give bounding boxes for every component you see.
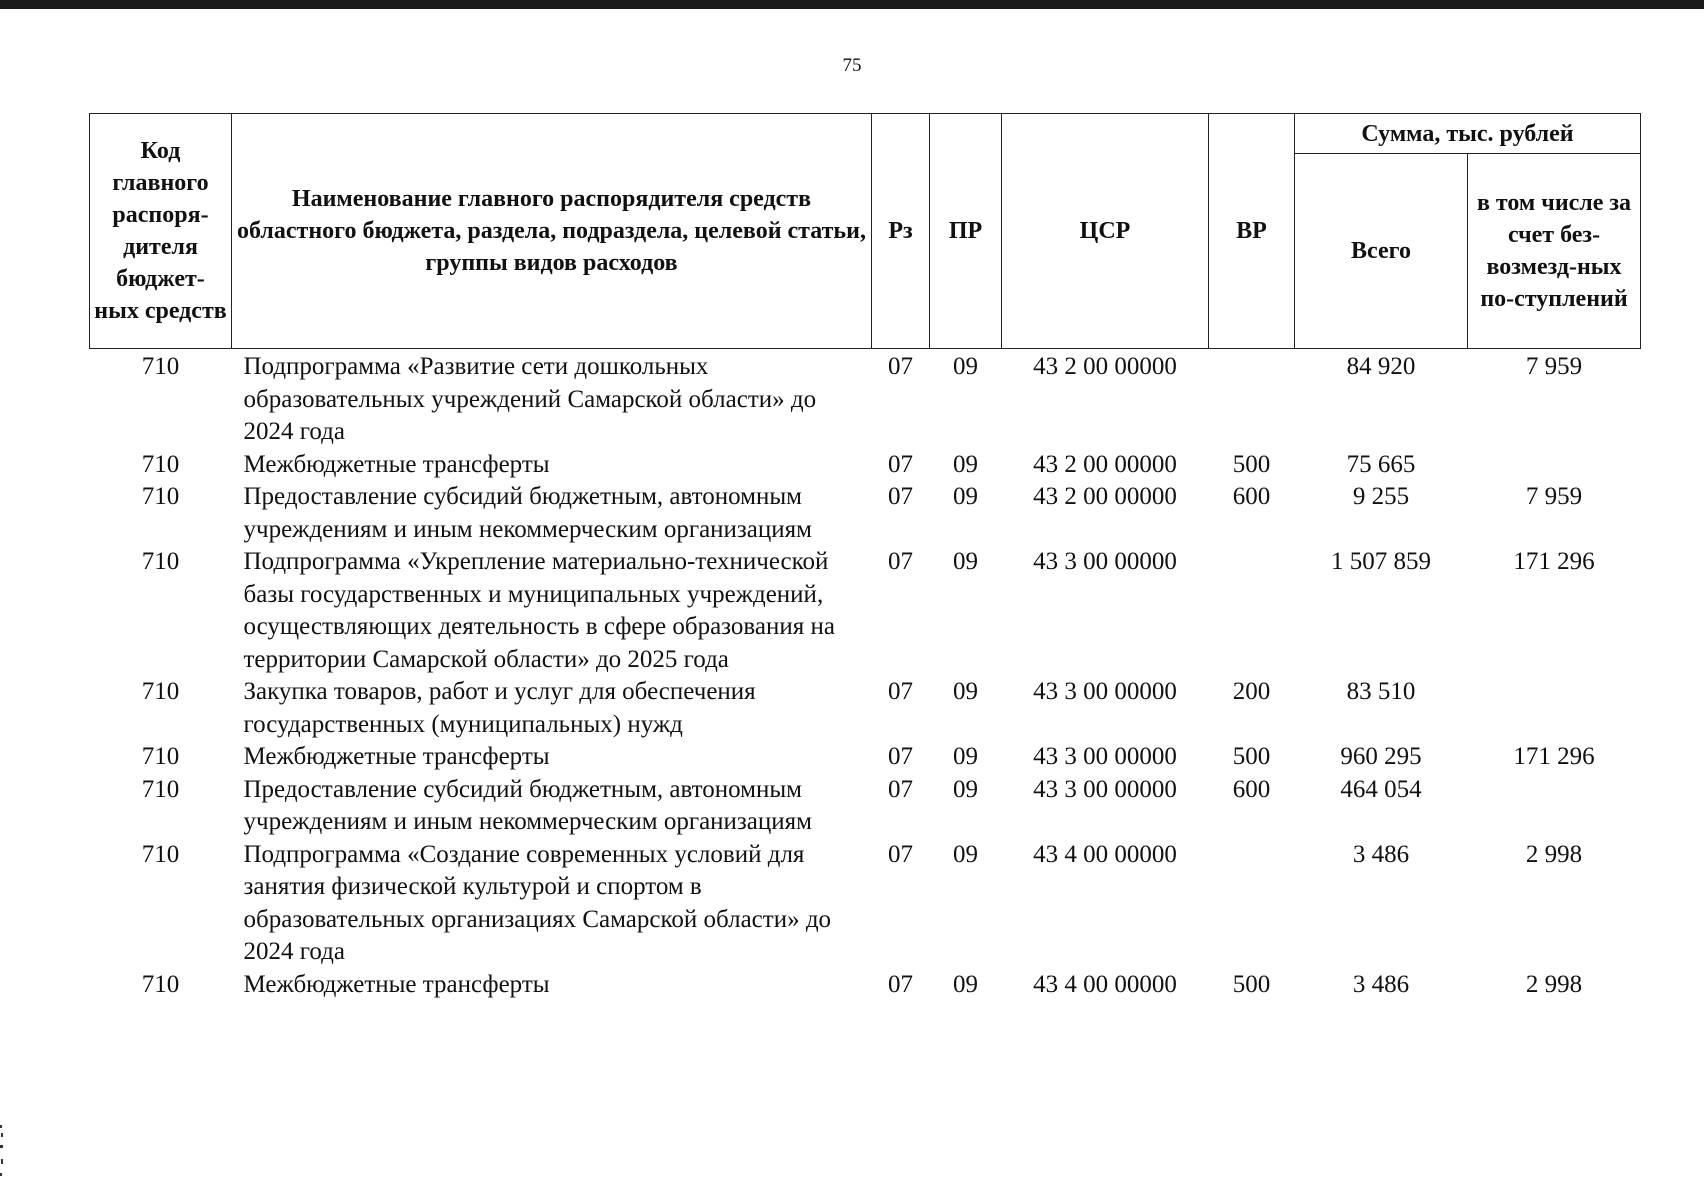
top-rule	[0, 0, 1704, 9]
cell-vr	[1209, 349, 1295, 449]
cell-rz: 07	[888, 548, 913, 575]
cell-pr: 09	[953, 775, 978, 803]
header-code: Код главного распоря-дителя бюджет-ных средств	[90, 114, 232, 349]
cell-rz: 07	[888, 450, 913, 478]
cell-grants: 171 296	[1513, 743, 1595, 770]
cell-csr: 43 2 00 00000	[1033, 353, 1177, 380]
cell-grants: 171 296	[1513, 548, 1595, 575]
cell-pr: 09	[953, 840, 978, 868]
cell-total: 75 665	[1346, 450, 1416, 478]
table-row	[90, 741, 1641, 774]
cell-pr: 09	[953, 678, 978, 705]
cell-total: 84 920	[1346, 353, 1416, 380]
cell-rz: 07	[888, 353, 913, 380]
cell-grants: 7 959	[1525, 353, 1583, 380]
cell-csr: 43 3 00 00000	[1033, 548, 1177, 575]
cell-code: 710	[141, 353, 180, 380]
cell-pr: 09	[953, 450, 978, 478]
header-name: Наименование главного распорядителя средств областного бюджета, раздела, подраздела, целевой статьи, группы видов расходов	[232, 114, 872, 349]
cell-vr: 600	[1232, 775, 1271, 803]
cell-csr: 43 4 00 00000	[1033, 840, 1177, 868]
cell-rz: 07	[888, 775, 913, 803]
table-row	[90, 481, 1641, 546]
header-total: Всего	[1295, 154, 1468, 349]
header-vr: ВР	[1209, 114, 1295, 349]
cell-name: Предоставление субсидий бюджетным, автономным учреждениям и иным некоммерческим организациям	[243, 483, 812, 543]
cell-grants	[1468, 449, 1641, 482]
header-rz: Рз	[872, 114, 930, 349]
cell-total: 83 510	[1346, 678, 1416, 705]
cell-vr: 200	[1232, 678, 1271, 705]
cell-grants	[1468, 774, 1641, 839]
cell-csr: 43 3 00 00000	[1033, 678, 1177, 705]
budget-table	[89, 113, 1641, 1001]
cell-grants	[1468, 676, 1641, 741]
cell-vr: 500	[1232, 970, 1271, 998]
cell-name: Межбюджетные трансферты	[243, 970, 550, 998]
cell-code: 710	[141, 840, 180, 868]
table-header	[90, 114, 1641, 349]
cell-total: 9 255	[1352, 483, 1410, 510]
header-csr: ЦСР	[1002, 114, 1209, 349]
table-row	[90, 969, 1641, 1002]
cell-vr: 500	[1232, 743, 1271, 770]
cell-pr: 09	[953, 970, 978, 998]
table-row	[90, 676, 1641, 741]
cell-rz: 07	[888, 840, 913, 868]
cell-total: 960 295	[1340, 743, 1422, 770]
cell-total: 464 054	[1340, 775, 1422, 803]
cell-rz: 07	[888, 678, 913, 705]
table-row	[90, 546, 1641, 676]
cell-total: 3 486	[1352, 970, 1410, 998]
scan-edge-marks	[0, 1125, 6, 1185]
cell-code: 710	[141, 548, 180, 575]
cell-name: Подпрограмма «Укрепление материально-технической базы государственных и муниципальных учреждений, осуществляющих деятельность в сфере образования на территории Самарской области» до 2025 года	[243, 548, 835, 673]
cell-rz: 07	[888, 483, 913, 510]
cell-grants: 2 998	[1525, 970, 1583, 998]
table-body	[90, 349, 1641, 1002]
cell-grants: 7 959	[1525, 483, 1583, 510]
header-pr: ПР	[930, 114, 1002, 349]
cell-vr: 500	[1232, 450, 1271, 478]
table-row	[90, 774, 1641, 839]
cell-vr	[1209, 546, 1295, 676]
header-sum-group: Сумма, тыс. рублей	[1295, 114, 1641, 154]
cell-grants: 2 998	[1525, 840, 1583, 868]
cell-pr: 09	[953, 353, 978, 380]
header-grants: в том числе за счет без-возмезд-ных по-ступлений	[1468, 154, 1641, 349]
cell-code: 710	[141, 678, 180, 705]
cell-vr	[1209, 839, 1295, 969]
cell-name: Межбюджетные трансферты	[243, 450, 550, 478]
cell-total: 3 486	[1352, 840, 1410, 868]
cell-rz: 07	[888, 970, 913, 998]
cell-name: Закупка товаров, работ и услуг для обеспечения государственных (муниципальных) нужд	[243, 678, 756, 738]
cell-rz: 07	[888, 743, 913, 770]
table-row	[90, 449, 1641, 482]
cell-pr: 09	[953, 483, 978, 510]
page-number: 75	[842, 55, 862, 76]
cell-code: 710	[141, 970, 180, 998]
cell-csr: 43 3 00 00000	[1033, 743, 1177, 770]
cell-name: Межбюджетные трансферты	[243, 743, 550, 770]
cell-csr: 43 3 00 00000	[1033, 775, 1177, 803]
table-row	[90, 839, 1641, 969]
cell-code: 710	[141, 450, 180, 478]
cell-pr: 09	[953, 548, 978, 575]
cell-code: 710	[141, 743, 180, 770]
cell-total: 1 507 859	[1331, 548, 1431, 575]
cell-csr: 43 2 00 00000	[1033, 483, 1177, 510]
cell-csr: 43 4 00 00000	[1033, 970, 1177, 998]
cell-code: 710	[141, 775, 180, 803]
cell-vr: 600	[1232, 483, 1271, 510]
cell-name: Подпрограмма «Создание современных условий для занятия физической культурой и спортом в образовательных организациях Самарской области» до 2024 года	[243, 840, 832, 965]
cell-code: 710	[141, 483, 180, 510]
cell-pr: 09	[953, 743, 978, 770]
cell-name: Подпрограмма «Развитие сети дошкольных образовательных учреждений Самарской области» до 2024 года	[243, 353, 817, 445]
cell-csr: 43 2 00 00000	[1033, 450, 1177, 478]
table-row	[90, 349, 1641, 449]
cell-name: Предоставление субсидий бюджетным, автономным учреждениям и иным некоммерческим организациям	[243, 775, 812, 835]
